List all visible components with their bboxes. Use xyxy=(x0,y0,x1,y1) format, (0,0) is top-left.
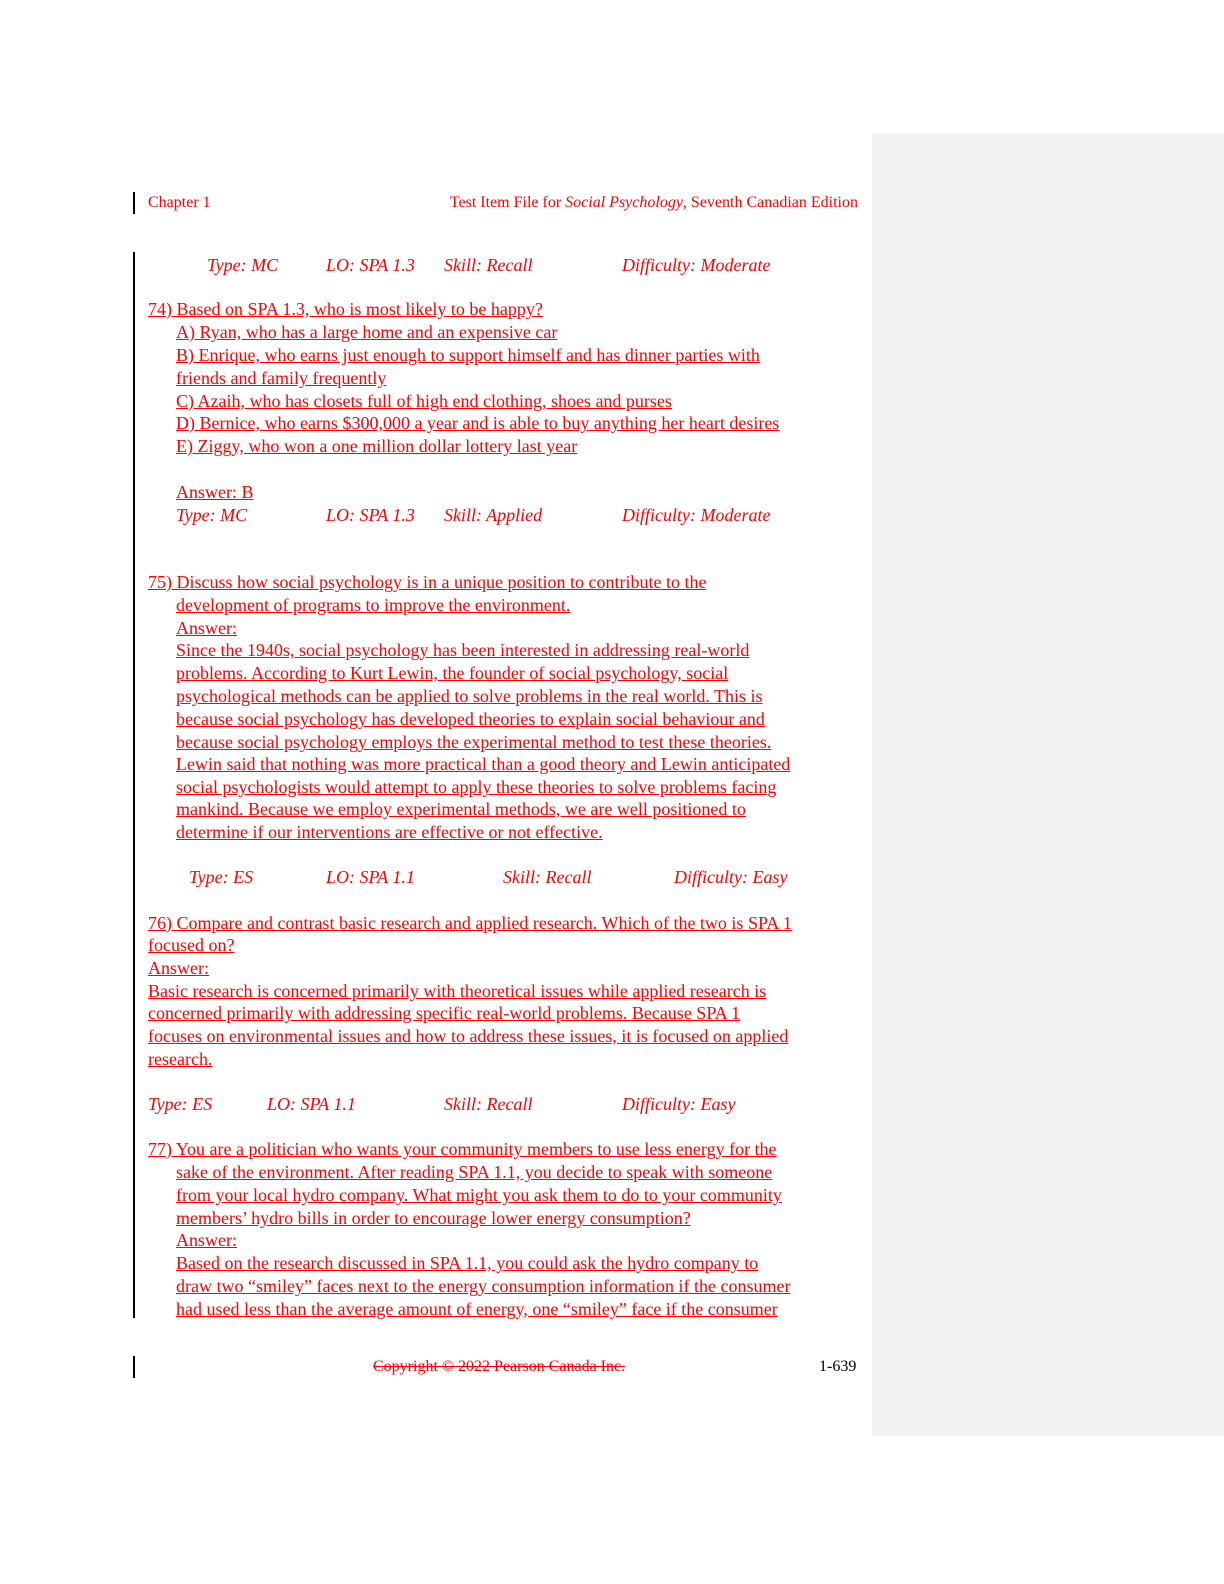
answer-line: social psychologists would attempt to apply these theories to solve problems facing xyxy=(176,777,777,797)
footer-copyright: Copyright © 2022 Pearson Canada Inc. xyxy=(373,1358,626,1375)
book-title: Social Psychology xyxy=(565,194,683,211)
option-e: E) Ziggy, who won a one million dollar lottery last year xyxy=(176,436,578,456)
option-b: B) Enrique, who earns just enough to support himself and has dinner parties with xyxy=(176,345,760,365)
answer-label: Answer: xyxy=(176,1230,237,1250)
meta-line: Type: MC LO: SPA 1.3 Skill: Applied Difficulty: Moderate xyxy=(176,505,771,525)
answer-line: Lewin said that nothing was more practical than a good theory and Lewin anticipated xyxy=(176,754,791,774)
question-74: 74) Based on SPA 1.3, who is most likely to be happy? xyxy=(148,299,543,319)
change-bar xyxy=(133,1356,135,1378)
answer-line: Based on the research discussed in SPA 1.1, you could ask the hydro company to xyxy=(176,1253,759,1273)
option-d: D) Bernice, who earns $300,000 a year and is able to buy anything her heart desires xyxy=(176,413,780,433)
page-header xyxy=(148,194,858,214)
answer-line: because social psychology employs the experimental method to test these theories. xyxy=(176,732,772,752)
comment-pane xyxy=(872,133,1224,1436)
answer-line: focuses on environmental issues and how to address these issues, it is focused on applied xyxy=(148,1026,789,1046)
change-bar xyxy=(133,252,135,1318)
answer-line: because social psychology has developed theories to explain social behaviour and xyxy=(176,709,765,729)
question-77-continued: members’ hydro bills in order to encourage lower energy consumption? xyxy=(176,1208,691,1228)
answer-line: had used less than the average amount of energy, one “smiley” face if the consumer xyxy=(176,1299,778,1319)
meta-line: Type: MC LO: SPA 1.3 Skill: Recall Difficulty: Moderate xyxy=(207,255,771,275)
option-a: A) Ryan, who has a large home and an expensive car xyxy=(176,322,558,342)
option-b-continued: friends and family frequently xyxy=(176,368,387,388)
answer-line: determine if our interventions are effective or not effective. xyxy=(176,822,603,842)
answer-line: draw two “smiley” faces next to the energy consumption information if the consumer xyxy=(176,1276,791,1296)
question-77-continued: from your local hydro company. What might you ask them to do to your community xyxy=(176,1185,782,1205)
question-77-continued: sake of the environment. After reading SPA 1.1, you decide to speak with someone xyxy=(176,1162,773,1182)
meta-line: Type: ES LO: SPA 1.1 Skill: Recall Difficulty: Easy xyxy=(189,867,788,887)
answer-line: concerned primarily with addressing specific real-world problems. Because SPA 1 xyxy=(148,1003,741,1023)
book-title-line: Test Item File for Social Psychology, Seventh Canadian Edition xyxy=(449,194,858,211)
option-c: C) Azaih, who has closets full of high end clothing, shoes and purses xyxy=(176,391,672,411)
answer-line: research. xyxy=(148,1049,213,1069)
answer-line: mankind. Because we employ experimental methods, we are well positioned to xyxy=(176,799,746,819)
answer-line: problems. According to Kurt Lewin, the founder of social psychology, social xyxy=(176,663,729,683)
meta-line: Type: ES LO: SPA 1.1 Skill: Recall Difficulty: Easy xyxy=(148,1094,736,1114)
question-76: 76) Compare and contrast basic research and applied research. Which of the two is SPA 1 xyxy=(148,913,792,933)
question-77: 77) You are a politician who wants your community members to use less energy for the xyxy=(148,1139,777,1159)
question-76-continued: focused on? xyxy=(148,935,235,955)
answer-label: Answer: xyxy=(148,958,209,978)
answer-line: Since the 1940s, social psychology has been interested in addressing real-world xyxy=(176,640,750,660)
answer-line: Basic research is concerned primarily with theoretical issues while applied research is xyxy=(148,981,767,1001)
chapter-label: Chapter 1 xyxy=(148,194,211,211)
question-75-continued: development of programs to improve the environment. xyxy=(176,595,571,615)
answer-74: Answer: B xyxy=(176,482,254,502)
answer-line: psychological methods can be applied to solve problems in the real world. This is xyxy=(176,686,763,706)
answer-label: Answer: xyxy=(176,618,237,638)
change-bar xyxy=(133,192,135,214)
question-75: 75) Discuss how social psychology is in a unique position to contribute to the xyxy=(148,572,707,592)
page-number: 1-639 xyxy=(819,1358,857,1375)
